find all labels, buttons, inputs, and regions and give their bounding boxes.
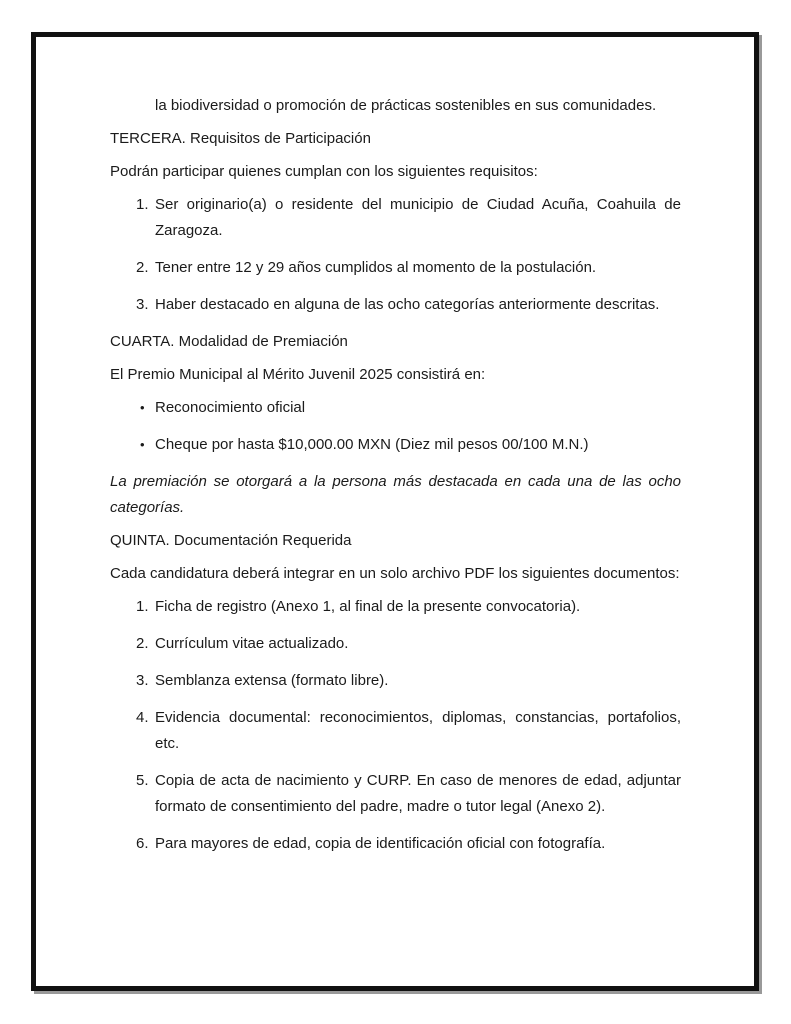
page-frame (31, 32, 759, 991)
list-number: 3. (136, 672, 149, 689)
bullet-icon: • (140, 400, 145, 415)
list-item (110, 831, 681, 857)
continuation: la biodiversidad o promoción de prácticas sostenibles en sus comunidades. (155, 97, 657, 114)
list-item-text: Cheque por hasta $10,000.00 MXN (Diez mil pesos 00/100 M.N.) (155, 436, 589, 453)
list-number: 6. (136, 835, 149, 852)
list-item-text: Copia de acta de nacimiento y CURP. En caso de menores de edad, adjuntar formato de consentimiento del padre, madre o tutor legal (Anexo 2). (155, 772, 681, 815)
bullet-list (110, 395, 681, 458)
list-number: 1. (136, 598, 149, 615)
list-item-text: Ser originario(a) o residente del municipio de Ciudad Acuña, Coahuila de Zaragoza. (155, 196, 681, 239)
list-item (110, 432, 681, 458)
bullet-icon: • (140, 437, 145, 452)
list-number: 2. (136, 259, 149, 276)
list-item (110, 594, 681, 620)
list-item (110, 255, 681, 281)
list-item-text: Semblanza extensa (formato libre). (155, 672, 389, 689)
list-number: 1. (136, 196, 149, 213)
paragraph: Cada candidatura deberá integrar en un solo archivo PDF los siguientes documentos: (110, 565, 680, 582)
list-item (110, 192, 681, 244)
list-item (110, 668, 681, 694)
list-item-text: Haber destacado en alguna de las ocho categorías anteriormente descritas. (155, 296, 660, 313)
italic-paragraph: La premiación se otorgará a la persona más destacada en cada una de las ocho categorías. (110, 473, 681, 516)
section-heading: TERCERA. Requisitos de Participación (110, 130, 371, 147)
document-content (110, 93, 681, 868)
list-item-text: Ficha de registro (Anexo 1, al final de la presente convocatoria). (155, 598, 581, 615)
paragraph: El Premio Municipal al Mérito Juvenil 2025 consistirá en: (110, 366, 486, 383)
list-item (110, 705, 681, 757)
list-item (110, 768, 681, 820)
section-heading: CUARTA. Modalidad de Premiación (110, 333, 348, 350)
ordered-list (110, 192, 681, 318)
list-item-text: Reconocimiento oficial (155, 399, 306, 416)
list-item-text: Para mayores de edad, copia de identificación oficial con fotografía. (155, 835, 606, 852)
list-number: 5. (136, 772, 149, 789)
ordered-list (110, 594, 681, 857)
list-number: 4. (136, 709, 149, 726)
list-number: 3. (136, 296, 149, 313)
list-item (110, 292, 681, 318)
list-number: 2. (136, 635, 149, 652)
list-item (110, 395, 681, 421)
list-item (110, 631, 681, 657)
paragraph: Podrán participar quienes cumplan con los siguientes requisitos: (110, 163, 538, 180)
list-item-text: Currículum vitae actualizado. (155, 635, 349, 652)
list-item-text: Evidencia documental: reconocimientos, diplomas, constancias, portafolios, etc. (155, 709, 681, 752)
section-heading: QUINTA. Documentación Requerida (110, 532, 352, 549)
list-item-text: Tener entre 12 y 29 años cumplidos al momento de la postulación. (155, 259, 597, 276)
